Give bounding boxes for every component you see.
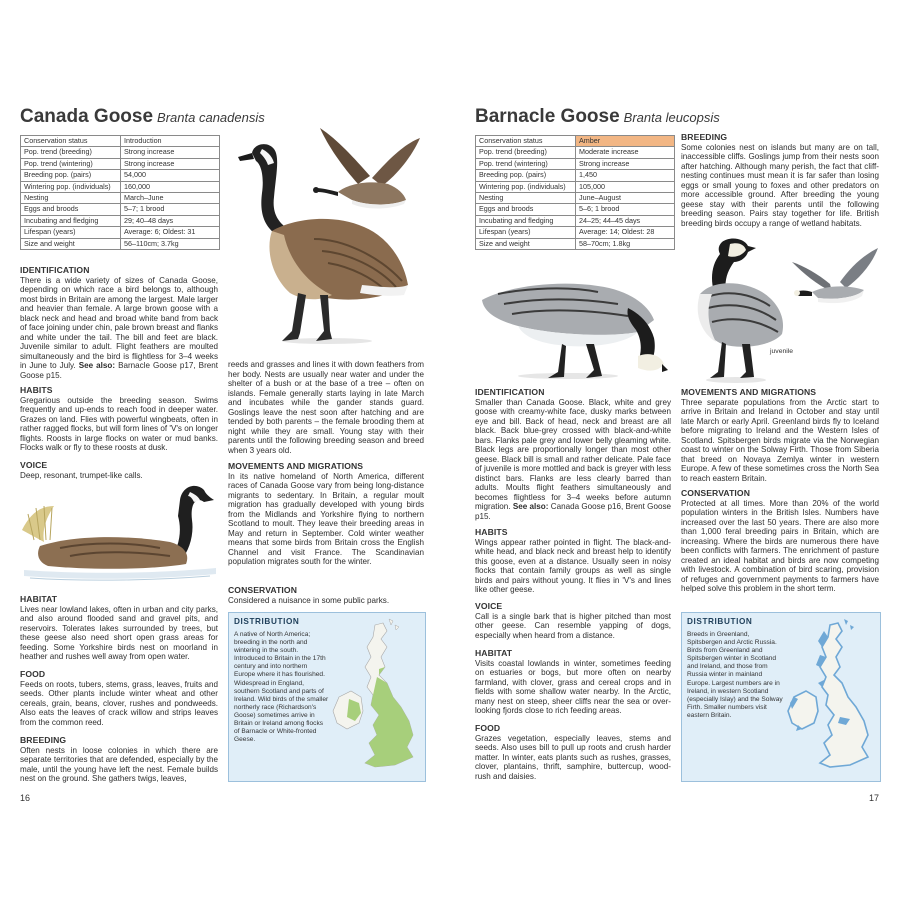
facts-value: 54,000 xyxy=(121,170,220,181)
facts-label: Pop. trend (breeding) xyxy=(476,147,576,158)
facts-row xyxy=(21,204,220,215)
see-also-text: Barnacle Goose p17, Brent Goose p15. xyxy=(20,361,219,380)
section-text: Feeds on roots, tubers, stems, grass, leaves, fruits and seeds. Other plants include winter wheat and other cereals, grain, beans, clover, rushes and pondweeds. Also eats the leaves of crack willow and strips leaves from the common reed. xyxy=(20,679,218,727)
section-heading: MOVEMENTS AND MIGRATIONS xyxy=(681,387,817,397)
habits-section xyxy=(475,528,671,595)
facts-label: Size and weight xyxy=(21,238,121,249)
section-heading: CONSERVATION xyxy=(681,488,751,498)
movements-section xyxy=(681,388,879,483)
section-heading: HABITAT xyxy=(20,594,58,604)
facts-label: Eggs and broods xyxy=(476,204,576,215)
food-section xyxy=(475,724,671,781)
page-number: 16 xyxy=(20,793,31,803)
facts-table xyxy=(475,135,675,250)
section-heading: HABITS xyxy=(20,385,53,395)
facts-label: Wintering pop. (individuals) xyxy=(476,181,576,192)
food-section xyxy=(20,670,218,727)
facts-value: 160,000 xyxy=(121,181,220,192)
facts-label: Eggs and broods xyxy=(21,204,121,215)
voice-section xyxy=(475,602,671,640)
barnacle-goose-juvenile-illustration xyxy=(682,236,790,384)
section-heading: FOOD xyxy=(20,669,46,679)
uk-range-map xyxy=(329,617,421,777)
species-title xyxy=(475,106,720,128)
barnacle-goose-grazing-illustration xyxy=(478,268,678,380)
scientific-name: Branta leucopsis xyxy=(623,110,720,125)
facts-row xyxy=(21,238,220,249)
barnacle-goose-flying-illustration xyxy=(790,246,880,306)
facts-value: Average: 6; Oldest: 31 xyxy=(121,227,220,238)
facts-row xyxy=(476,238,675,249)
facts-row xyxy=(476,170,675,181)
facts-row xyxy=(21,181,220,192)
conservation-section xyxy=(228,586,424,605)
section-heading: IDENTIFICATION xyxy=(475,387,545,397)
facts-label: Pop. trend (breeding) xyxy=(21,147,121,158)
species-title xyxy=(20,106,265,128)
section-heading: IDENTIFICATION xyxy=(20,265,90,275)
facts-value: Strong increase xyxy=(576,158,675,169)
facts-row xyxy=(476,147,675,158)
see-also-label: See also: xyxy=(78,361,116,370)
facts-value: 24–25; 44–45 days xyxy=(576,215,675,226)
habitat-section xyxy=(20,595,218,662)
section-text: Call is a single bark that is higher pitched than most other geese. Can resemble yapping of dogs, especially when heard from a distance. xyxy=(475,611,671,640)
facts-label: Conservation status xyxy=(476,136,576,147)
facts-value: March–June xyxy=(121,193,220,204)
habitat-section xyxy=(475,649,671,716)
distribution-heading: DISTRIBUTION xyxy=(234,617,300,626)
facts-label: Incubating and fledging xyxy=(21,215,121,226)
section-text: There is a wide variety of sizes of Canada Goose, depending on which race a bird belongs to, although most birds in Britain are among the largest. Male larger and heavier than female. A large brown goose with a black neck and head and broad white band from back of face joining under chin, pale brown breast and flanks and white under the tail. The bill and feet are black. Juvenile similar to adult. Flight feathers are moulted simultaneously and the bird is flightless for 3–4 weeks in June to July. xyxy=(20,275,218,370)
identification-section xyxy=(475,388,671,521)
canada-goose-swimming-illustration xyxy=(20,470,216,588)
facts-value: June–August xyxy=(576,193,675,204)
facts-value: 58–70cm; 1.8kg xyxy=(576,238,675,249)
juvenile-caption: juvenile xyxy=(770,348,794,355)
distribution-text: A native of North America; breeding in the north and wintering in the south. Introduced to Britain in the 17th century and into northern Europe where it has flourished. Widespread in England, southern Scotland and parts of Ireland. Wild birds of the smaller northerly race (Richardson's Goose) sometimes arrive in Britain or Ireland among flocks of Barnacle or White-fronted Geese. xyxy=(234,631,329,744)
facts-table xyxy=(20,135,220,250)
section-text: Deep, resonant, trumpet-like calls. xyxy=(20,470,143,480)
facts-value: 1,450 xyxy=(576,170,675,181)
section-heading: FOOD xyxy=(475,723,501,733)
section-text: Protected at all times. More than 20% of the world population winters in the British Isles. Numbers have increased over the last 50 years. There are also more than 1,000 feral breeding pairs in Britain, which are increasing. Where the birds are numerous there have been conflicts with farmers. The enrichment of pasture created an ideal habitat and birds are now competing with livestock. A combination of bird scaring, provision of refuges and government payments to farmers have helped solve this problem in the short term. xyxy=(681,498,879,593)
breeding-section xyxy=(681,133,879,228)
facts-label: Size and weight xyxy=(476,238,576,249)
identification-section xyxy=(20,266,218,380)
facts-label: Nesting xyxy=(21,193,121,204)
breeding-section xyxy=(20,736,218,784)
breeding-continued-section xyxy=(228,360,424,455)
facts-value: Average: 14; Oldest: 28 xyxy=(576,227,675,238)
facts-label: Nesting xyxy=(476,193,576,204)
facts-value: Moderate increase xyxy=(576,147,675,158)
section-text: In its native homeland of North America, different races of Canada Goose vary from being long-distance migrants to sedentary. In Britain, a regular moult migration has gradually developed with young birds from the Midlands and Yorkshire flying to northern Scotland to moult. They leave their breeding areas in May and return in September. Cold winter weather means that some birds from Britain cross the English Channel and visit France. The Scandinavian population migrates south for the winter. xyxy=(228,471,424,566)
species-name: Canada Goose xyxy=(20,106,154,127)
facts-value: Amber xyxy=(576,136,675,147)
conservation-section xyxy=(681,489,879,594)
habits-section xyxy=(20,386,218,453)
section-heading: MOVEMENTS AND MIGRATIONS xyxy=(228,461,364,471)
uk-range-map xyxy=(784,617,876,777)
facts-label: Wintering pop. (individuals) xyxy=(21,181,121,192)
facts-value: 29; 40–48 days xyxy=(121,215,220,226)
section-text: Often nests in loose colonies in which there are separate territories that are defended, especially by the male, until the young have left the nest. Female builds nest on the ground. She gathers twigs, leaves, xyxy=(20,745,218,783)
section-text: Grazes vegetation, especially leaves, stems and seeds. Also uses bill to pull up roots and crush harder matter. In winter, eats plants such as rushes, grasses, clover, plantains, thrift, samphire, buttercup, wood-rush and daisies. xyxy=(475,733,671,781)
facts-label: Pop. trend (wintering) xyxy=(476,158,576,169)
canada-goose-flying-illustration xyxy=(312,126,424,212)
section-heading: VOICE xyxy=(475,601,503,611)
facts-row xyxy=(476,181,675,192)
section-text: Three separate populations from the Arctic start to arrive in Britain and Ireland in October and stay until late March or early April. Greenland birds fly to Iceland before migrating to Ireland and the Western Isles of Scotland. Spitsbergen birds migrate via the Norwegian coast to winter on the Solway Firth. Those from Siberia that breed on Novaya Zemlya winter in western Europe. A few of these sometimes cross the North Sea to reach eastern Britain. xyxy=(681,397,879,483)
section-heading: HABITAT xyxy=(475,648,513,658)
facts-row xyxy=(21,158,220,169)
scientific-name: Branta canadensis xyxy=(157,110,265,125)
facts-row xyxy=(21,215,220,226)
section-text: Considered a nuisance in some public parks. xyxy=(228,595,390,605)
section-text: reeds and grasses and lines it with down feathers from her body. Nests are usually near water and under the shelter of a bush or at the base of a tree – often on islands. Female generally starts laying in late March and incubates while the gander stands guard. Goslings leave the nest soon after hatching and are tended by both parents – the female brooding them at night while they are small. Young stay with their parents until the following breeding season and breed when 3 years old. xyxy=(228,360,424,455)
section-text: Gregarious outside the breeding season. Swims frequently and up-ends to reach food in deeper water. Grazes on land. Flies with powerful wingbeats, often in rather ragged flocks, but will form lines of 'V's on longer flights. Roosts in large flocks on water or mud banks. Flocks walk or fly to these roosts at dusk. xyxy=(20,395,218,452)
section-heading: CONSERVATION xyxy=(228,585,298,595)
facts-value: Introduction xyxy=(121,136,220,147)
facts-label: Breeding pop. (pairs) xyxy=(21,170,121,181)
facts-value: Strong increase xyxy=(121,147,220,158)
distribution-map-box xyxy=(681,612,881,782)
facts-row xyxy=(21,136,220,147)
page-number: 17 xyxy=(869,793,880,803)
distribution-heading: DISTRIBUTION xyxy=(687,617,753,626)
section-heading: BREEDING xyxy=(20,735,67,745)
see-also-text: Canada Goose p16, Brent Goose p15. xyxy=(475,502,672,521)
facts-row xyxy=(21,193,220,204)
facts-value: 5–7; 1 brood xyxy=(121,204,220,215)
section-text: Wings appear rather pointed in flight. The black-and-white head, and black neck and breast help to identify this goose, even at a distance. Usually seen in noisy flocks that contain family groups as well as single birds and pairs without young. It flies in 'V's and lines like other geese. xyxy=(475,537,671,594)
facts-row xyxy=(21,170,220,181)
section-heading: VOICE xyxy=(20,460,48,470)
facts-value: Strong increase xyxy=(121,158,220,169)
movements-section xyxy=(228,462,424,567)
facts-value: 56–110cm; 3.7kg xyxy=(121,238,220,249)
facts-label: Conservation status xyxy=(21,136,121,147)
section-text: Smaller than Canada Goose. Black, white and grey goose with creamy-white face, dusky marks between eye and bill. Back of head, neck and breast are all black. Back blue-grey crossed with black-and-white bars. Flanks pale grey and lower belly gleaming white. Black legs are proportionally longer than most other geese. Black bill is small and rather delicate. Pale face of juvenile is more mottled and back is greyer with less distinct bars. Flanks are less clearly barred than adults. Moults flight feathers simultaneously and becomes flightless for 3–4 weeks before autumn migration. xyxy=(475,397,671,511)
section-heading: BREEDING xyxy=(681,132,728,142)
section-heading: HABITS xyxy=(475,527,508,537)
section-text: Visits coastal lowlands in winter, sometimes feeding on estuaries or bogs, but more often on nearby farmland, with clover, grass and cereal crops and in fields with some shallow water nearby. In the Arctic, many nest on steep, sheer cliffs near the sea or over-looking fjords close to rich feeding areas. xyxy=(475,658,671,715)
facts-value: 5–6; 1 brood xyxy=(576,204,675,215)
facts-row xyxy=(476,193,675,204)
facts-label: Lifespan (years) xyxy=(476,227,576,238)
distribution-map-box xyxy=(228,612,426,782)
facts-label: Incubating and fledging xyxy=(476,215,576,226)
facts-row xyxy=(476,215,675,226)
species-name: Barnacle Goose xyxy=(475,106,620,127)
facts-row xyxy=(476,158,675,169)
section-text: Some colonies nest on islands but many are on tall, inaccessible cliffs. Goslings jump from their nests soon after hatching. Although many perish, the fact that cliff-nesting continues must mean it is far safer than losing eggs or small young to foxes and other predators on more accessible ground. After breeding the young geese stay with their parents until the following breeding season. Pairs stay together for life. British breeding birds occupy a range of wetland habitats. xyxy=(681,142,879,228)
right-page xyxy=(450,0,900,900)
facts-label: Breeding pop. (pairs) xyxy=(476,170,576,181)
see-also-label: See also: xyxy=(512,502,549,511)
facts-row xyxy=(476,136,675,147)
facts-value: 105,000 xyxy=(576,181,675,192)
distribution-text: Breeds in Greenland, Spitsbergen and Arctic Russia. Birds from Greenland and Spitsbergen winter in Scotland and Ireland, and those from Russia winter in mainland Europe. Largest numbers are in Ireland, in western Scotland (especially Islay) and the Solway Firth. Smaller numbers visit eastern Britain. xyxy=(687,631,783,719)
facts-label: Pop. trend (wintering) xyxy=(21,158,121,169)
facts-row xyxy=(476,227,675,238)
facts-row xyxy=(21,147,220,158)
facts-row xyxy=(476,204,675,215)
section-text: Lives near lowland lakes, often in urban and city parks, and also around flooded sand and gravel pits, and reservoirs. Tolerates lakes surrounded by trees, but these geese also need short open grass areas for feeding. Some Yorkshire birds nest on moorland in heather and rushes well away from open water. xyxy=(20,604,218,661)
facts-row xyxy=(21,227,220,238)
facts-label: Lifespan (years) xyxy=(21,227,121,238)
